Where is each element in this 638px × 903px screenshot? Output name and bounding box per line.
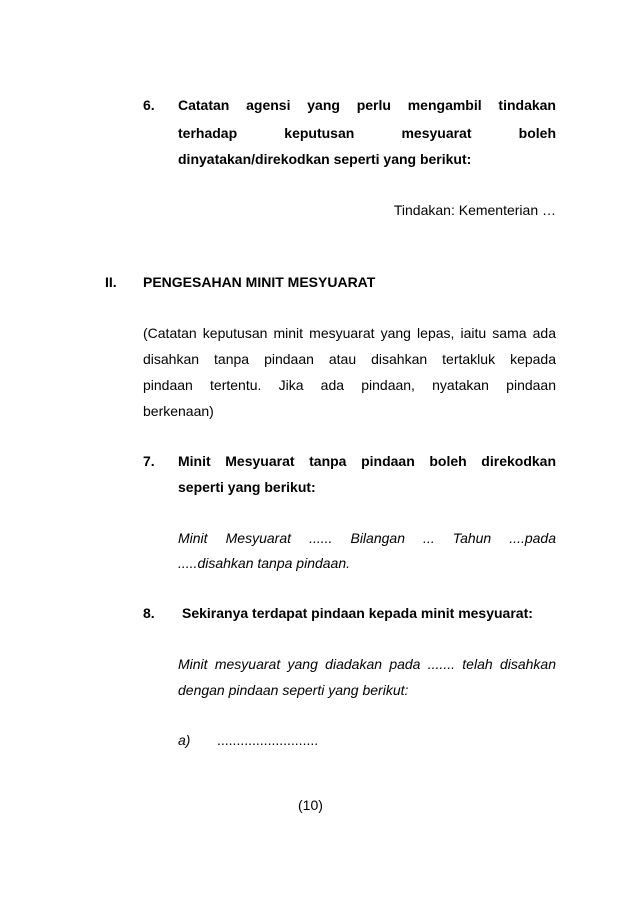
item-8-sub-value: .......................... [217, 732, 319, 748]
section-2-note-line-3: pindaan tertentu. Jika ada pindaan, nyatakan pindaan [143, 377, 556, 393]
item-8-number: 8. [143, 605, 155, 621]
item-6-number: 6. [143, 97, 155, 113]
section-2-note-line-2: disahkan tanpa pindaan atau disahkan tertakluk kepada [143, 351, 556, 367]
item-6-line-3: dinyatakan/direkodkan seperti yang berikut: [178, 151, 472, 167]
item-8-line-1: Sekiranya terdapat pindaan kepada minit mesyuarat: [182, 605, 533, 621]
item-7-example-line-2: .....disahkan tanpa pindaan. [178, 555, 351, 571]
section-2-numeral: II. [105, 274, 117, 290]
item-6-line-1: Catatan agensi yang perlu mengambil tindakan [178, 97, 556, 113]
item-7-example-line-1: Minit Mesyuarat ...... Bilangan ... Tahun ....pada [178, 530, 556, 546]
section-2-heading: PENGESAHAN MINIT MESYUARAT [143, 274, 376, 290]
page-number: (10) [298, 797, 323, 813]
item-8-example-line-2: dengan pindaan seperti yang berikut: [178, 682, 409, 698]
section-2-note-line-4: berkenaan) [143, 403, 214, 419]
section-2-note-line-1: (Catatan keputusan minit mesyuarat yang lepas, iaitu sama ada [143, 325, 556, 341]
item-7-line-1: Minit Mesyuarat tanpa pindaan boleh direkodkan [178, 453, 556, 469]
item-6-line-2: terhadap keputusan mesyuarat boleh [178, 125, 556, 141]
item-6-action: Tindakan: Kementerian … [393, 202, 556, 218]
item-8-sub-label: a) [178, 732, 191, 748]
item-7-number: 7. [143, 453, 155, 469]
item-8-example-line-1: Minit mesyuarat yang diadakan pada ....... telah disahkan [178, 656, 556, 672]
item-7-line-2: seperti yang berikut: [178, 479, 316, 495]
